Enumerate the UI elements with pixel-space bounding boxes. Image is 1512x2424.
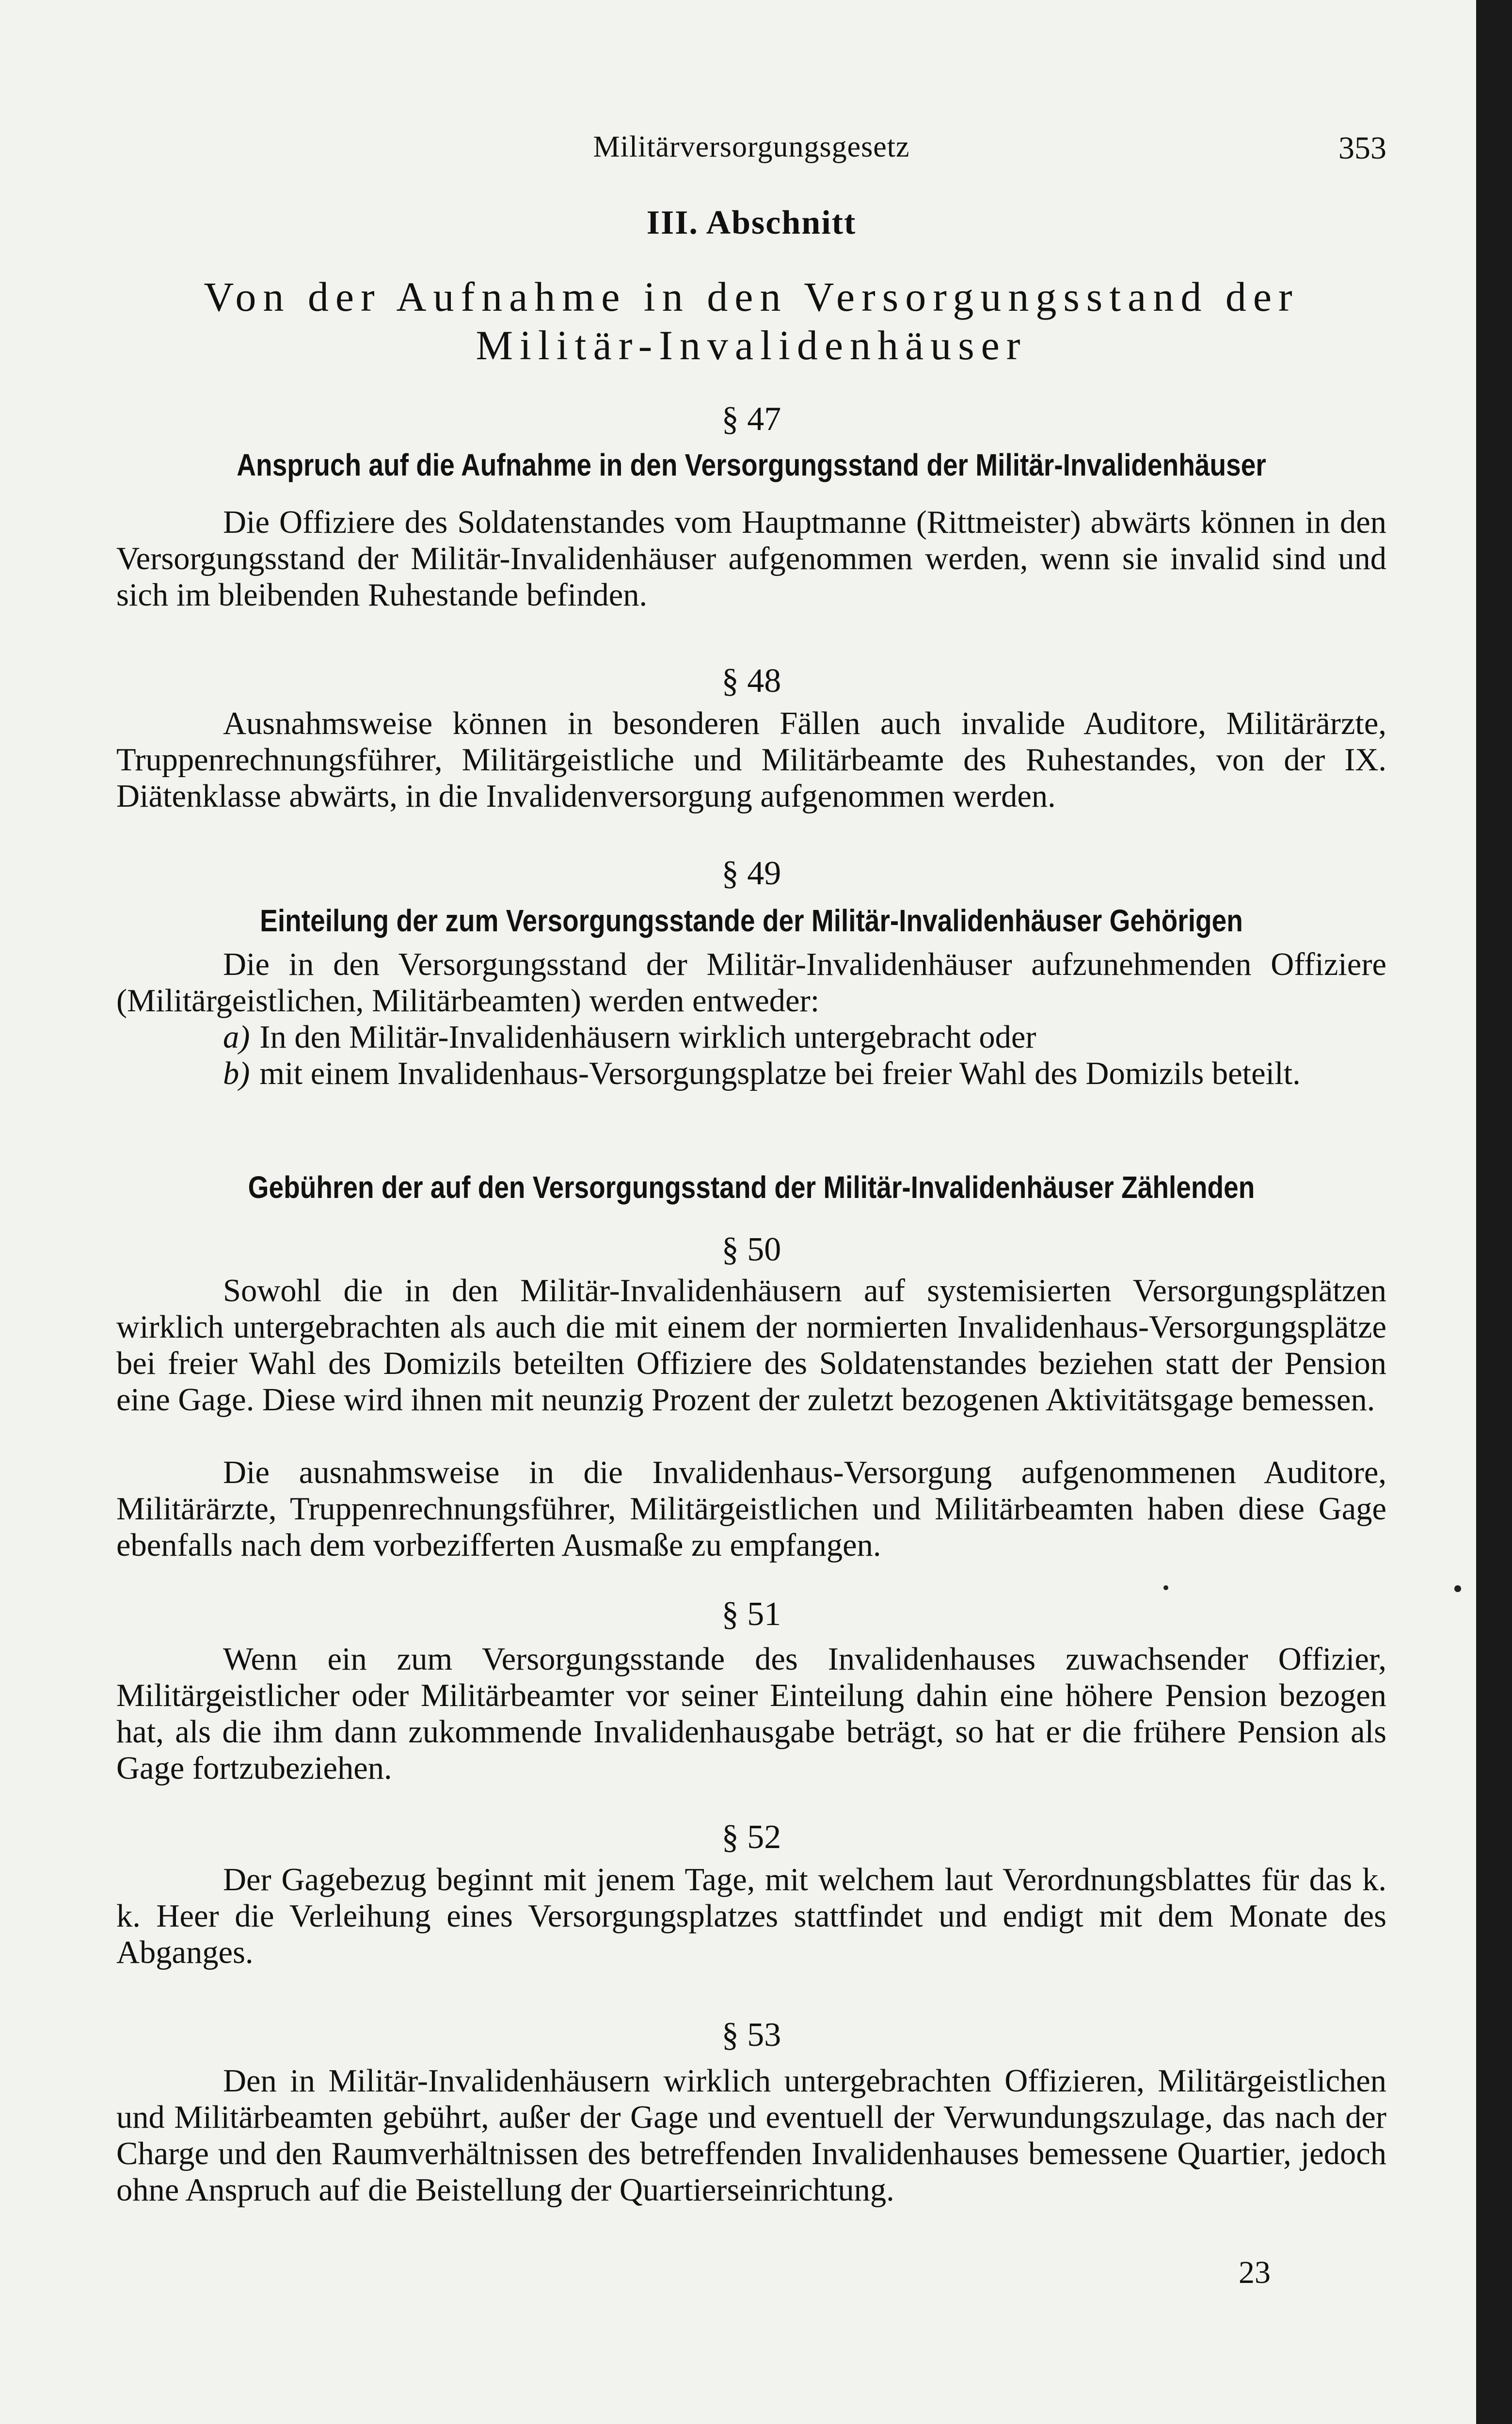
section-label: III. Abschnitt [646, 204, 857, 241]
list-mark-b: b) [223, 1056, 250, 1091]
paragraph-number-53: § 53 [721, 2016, 781, 2054]
paragraph-text-52: Der Gagebezug beginnt mit jenem Tage, mit welchem laut Verordnungsblattes für das k. k. Heer die Verleihung eines Versorgungsplatzes stattfindet und endigt mit dem Monate des Abganges. [116, 1862, 1386, 1970]
paragraph-heading-47: Anspruch auf die Aufnahme in den Versorgungsstand der Militär-Invalidenhäuser [237, 447, 1266, 482]
list-text-a: In den Militär-Invalidenhäusern wirklich untergebracht oder [259, 1020, 1036, 1055]
paragraph-number-47: § 47 [721, 400, 781, 438]
paragraph-text-50-2: Die ausnahmsweise in die Invalidenhaus-Versorgung aufgenommenen Auditore, Militärärzte, Truppenrechnungsführer, Militärgeistlichen und Militärbeamten haben diese Gage ebenfalls nach dem vorbezifferten Ausmaße zu empfangen. [116, 1455, 1386, 1563]
paragraph-text-48: Ausnahmsweise können in besonderen Fällen auch invalide Auditore, Militärärzte, Truppenrechnungsführer, Militärgeistliche und Militärbeamte des Ruhestandes, von der IX. Diätenklasse abwärts, in die Invalidenversorgung aufgenommen werden. [116, 706, 1386, 814]
paragraph-number-50: § 50 [721, 1231, 781, 1268]
paragraph-text-53: Den in Militär-Invalidenhäusern wirklich untergebrachten Offizieren, Militärgeistlichen und Militärbeamten gebührt, außer der Gage und eventuell der Verwundungszulage, das nach der Charge und den Raumverhältnissen des betreffenden Invalidenhauses bemessene Quartier, jedoch ohne Anspruch auf die Beistellung der Quartierseinrichtung. [116, 2063, 1386, 2208]
paragraph-number-51: § 51 [721, 1595, 781, 1633]
paragraph-text-50-1: Sowohl die in den Militär-Invalidenhäusern auf systemisierten Versorgungsplätzen wirklich untergebrachten als auch die mit einem der normierten Invalidenhaus-Versorgungsplätze bei freier Wahl des Domizils beteilten Offiziere des Soldatenstandes beziehen statt der Pension eine Gage. Diese wird ihnen mit neunzig Prozent der zuletzt bezogenen Aktivitätsgage bemessen. [116, 1273, 1386, 1418]
paragraph-intro-49: Die in den Versorgungsstand der Militär-Invalidenhäuser aufzunehmenden Offiziere (Militärgeistlichen, Militärbeamten) werden entweder: [116, 947, 1386, 1019]
scan-speck [1454, 1585, 1461, 1592]
paragraph-number-48: § 48 [721, 662, 781, 700]
list-item-b [116, 1055, 1386, 1092]
running-header [116, 130, 1386, 174]
running-title: Militärversorgungsgesetz [593, 130, 910, 163]
paragraph-number-52: § 52 [721, 1818, 781, 1856]
scan-speck [1163, 1585, 1168, 1590]
signature-mark: 23 [1239, 2255, 1271, 2290]
list-item-a [116, 1019, 1493, 1055]
section-title-line-1: Von der Aufnahme in den Versorgungsstand der [204, 273, 1299, 320]
paragraph-heading-49: Einteilung der zum Versorgungsstande der Militär-Invalidenhäuser Gehörigen [260, 903, 1243, 938]
paragraph-text-47: Die Offiziere des Soldatenstandes vom Hauptmanne (Rittmeister) abwärts können in den Versorgungsstand der Militär-Invalidenhäuser aufgenommen werden, wenn sie invalid sind und sich im bleibenden Ruhestande befinden. [116, 505, 1386, 613]
section-title-line-2: Militär-Invalidenhäuser [476, 322, 1027, 368]
list-mark-a: a) [223, 1020, 250, 1055]
paragraph-text-51: Wenn ein zum Versorgungsstande des Invalidenhauses zuwachsender Offizier, Militärgeistlicher oder Militärbeamter vor seiner Einteilung dahin eine höhere Pension bezogen hat, als die ihm dann zukommende Invalidenhausgabe beträgt, so hat er die frühere Pension als Gage fortzubeziehen. [116, 1642, 1386, 1786]
list-text-b: mit einem Invalidenhaus-Versorgungsplatze bei freier Wahl des Domizils beteilt. [259, 1056, 1301, 1091]
paragraph-number-49: § 49 [721, 855, 781, 892]
page-number: 353 [1338, 130, 1386, 166]
group-heading: Gebühren der auf den Versorgungsstand der Militär-Invalidenhäuser Zählenden [248, 1170, 1255, 1205]
